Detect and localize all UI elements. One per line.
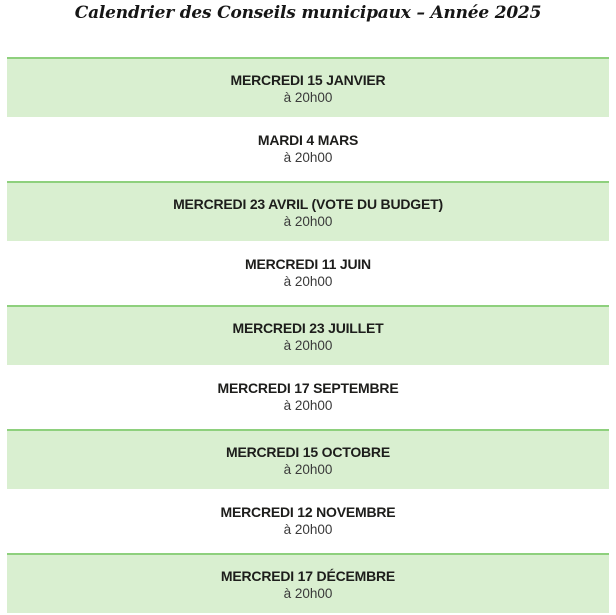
- session-date: MERCREDI 11 JUIN: [245, 256, 371, 272]
- session-date: MERCREDI 15 JANVIER: [230, 72, 386, 88]
- session-row: [7, 181, 609, 241]
- session-time: à 20h00: [283, 274, 333, 289]
- session-row: [7, 553, 609, 613]
- session-date: MERCREDI 17 DÉCEMBRE: [220, 568, 396, 584]
- session-row: [7, 57, 609, 117]
- session-row: [7, 305, 609, 365]
- session-time: à 20h00: [283, 214, 333, 229]
- session-date: MERCREDI 23 AVRIL (VOTE DU BUDGET): [173, 196, 443, 212]
- session-list: [0, 57, 616, 613]
- page-title: Calendrier des Conseils municipaux – Année 2025: [74, 3, 542, 23]
- session-date: MERCREDI 17 SEPTEMBRE: [217, 380, 399, 396]
- session-row: [0, 489, 616, 553]
- session-time: à 20h00: [283, 150, 333, 165]
- session-time: à 20h00: [283, 462, 333, 477]
- session-row: [0, 117, 616, 181]
- session-row: [0, 365, 616, 429]
- session-time: à 20h00: [283, 398, 333, 413]
- session-time: à 20h00: [283, 338, 333, 353]
- session-date: MARDI 4 MARS: [257, 132, 359, 148]
- session-date: MERCREDI 23 JUILLET: [232, 320, 384, 336]
- session-time: à 20h00: [283, 90, 333, 105]
- session-time: à 20h00: [283, 586, 333, 601]
- session-time: à 20h00: [283, 522, 333, 537]
- page-header: [0, 0, 616, 57]
- session-row: [7, 429, 609, 489]
- session-date: MERCREDI 15 OCTOBRE: [226, 444, 390, 460]
- session-row: [0, 241, 616, 305]
- session-date: MERCREDI 12 NOVEMBRE: [220, 504, 396, 520]
